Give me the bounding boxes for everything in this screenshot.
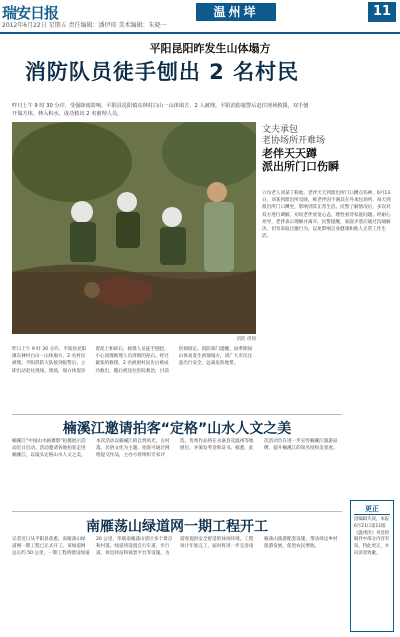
sidebar-kicker-line1: 文夫承包 xyxy=(262,125,299,135)
masthead xyxy=(0,0,400,34)
photo-caption: 消防 供图 xyxy=(236,337,256,342)
lead-headline: 消防队员徒手刨出 2 名村民 xyxy=(24,60,300,84)
lead-kicker: 平阳昆阳昨发生山体塌方 xyxy=(149,42,271,55)
correction-title: 更正 xyxy=(354,504,390,515)
sidebar-headline-line2: 派出所门口伤瞬 xyxy=(262,160,339,173)
story3-headline: 南雁荡山绿道网一期工程开工 xyxy=(86,519,268,535)
edition-title: 温州垟 xyxy=(196,3,276,21)
lead-deck: 昨日上午 9 时 30 分许，受强降雨影响，平阳县昆阳镇东林村白山一山体塌方，2 人被埋。平阳消防接警后赶往现场救援，双手刨开塌方体，伸入积水，成功救出 2 名被埋人员。 xyxy=(12,103,309,117)
correction-text: 因编辑失误，本报6月21日第11版《温州洋》刊登的稿件中部分内容有误，特此更正，并向读者致歉。 xyxy=(354,517,390,556)
story3-body: 记者近日从平阳县获悉，南雁荡山绿道网一期工程已正式开工。该绿道网总长约 50 公里，一期工程将建设绿道 20 公里，串联南雁荡山景区多个景点和村落。绿道将设置自行车道、步行道、休息驿站和观景平台等设施，为游客提供安全舒适的休闲环境。工程预计年底完工，届时将进一步完善南雁荡山旅游配套设施，带动周边乡村旅游发展，促进农民增收。 xyxy=(12,537,338,557)
rescue-scene-illustration xyxy=(12,122,256,334)
lead-body: 昨日上午 9 时 30 分许，平阳县昆阳镇东林村白山一山体塌方，2 名村民被埋。平阳消防大队接到报警后，立即出动赶往现场。现场，塌方体混杂着泥土和碎石，救援人员徒手刨挖，小心清理被埋人员周围的泥石。经过紧张的救援，2 名被困村民先后被成功救出，随后被送往医院救治，目前伤情稳定。消防部门提醒，雨季期间山体易发生滑坡塌方，请广大市民注意出行安全，远离危险地带。 xyxy=(12,347,253,374)
dateline: 2012年6月22日 星期五 责任编辑：潘伊琼 美术编辑：朱晓一 xyxy=(2,22,167,29)
newspaper-logo: 瑞安日报 xyxy=(2,4,59,22)
sidebar-kicker-line2: 老协场所开难场 xyxy=(262,136,326,146)
section-divider xyxy=(12,511,342,512)
story2-headline: 楠溪江邀请拍客“定格”山水人文之美 xyxy=(62,421,292,437)
page-number: 11 xyxy=(368,2,396,22)
correction-box xyxy=(350,500,394,632)
rescue-photo xyxy=(12,122,256,334)
sidebar-body: 六旬老人刘某丁称他，老伴天天到派出所门口蹲点伤神。6月13日，刘某到派出所反映，称老伴因不满其在外承包场所，每天到派出所门口蹲坐，影响到其正常生活。民警了解情况后，多次对双方进行调解，劝说老伴放宽心态，理性看待家庭问题。经耐心劝导，老伴表示理解并离开。民警提醒，家庭矛盾应通过沟通解决，切勿采取过激行为，以免影响自身健康和他人正常工作生活。 xyxy=(262,191,391,240)
section-divider xyxy=(12,414,342,415)
story2-body: 楠溪江“中国山水画摄影”拍摄展示活动近日启动。活动邀请各地拍客走进楠溪江，以镜头定格山水人文之美。本次活动以楠溪江的自然风光、古村落、民俗文化为主题，拍客可通过网络提交作品，主办方将组织专家评选，优秀作品将在永嘉县及温州等地展出，并颁发奖金和证书。据悉，此次活动旨在进一步宣传楠溪江旅游品牌，提升楠溪江的知名度和美誉度。 xyxy=(12,439,338,459)
sidebar-headline-line1: 老伴天天蹲 xyxy=(262,147,317,160)
sidebar-story xyxy=(262,125,390,173)
